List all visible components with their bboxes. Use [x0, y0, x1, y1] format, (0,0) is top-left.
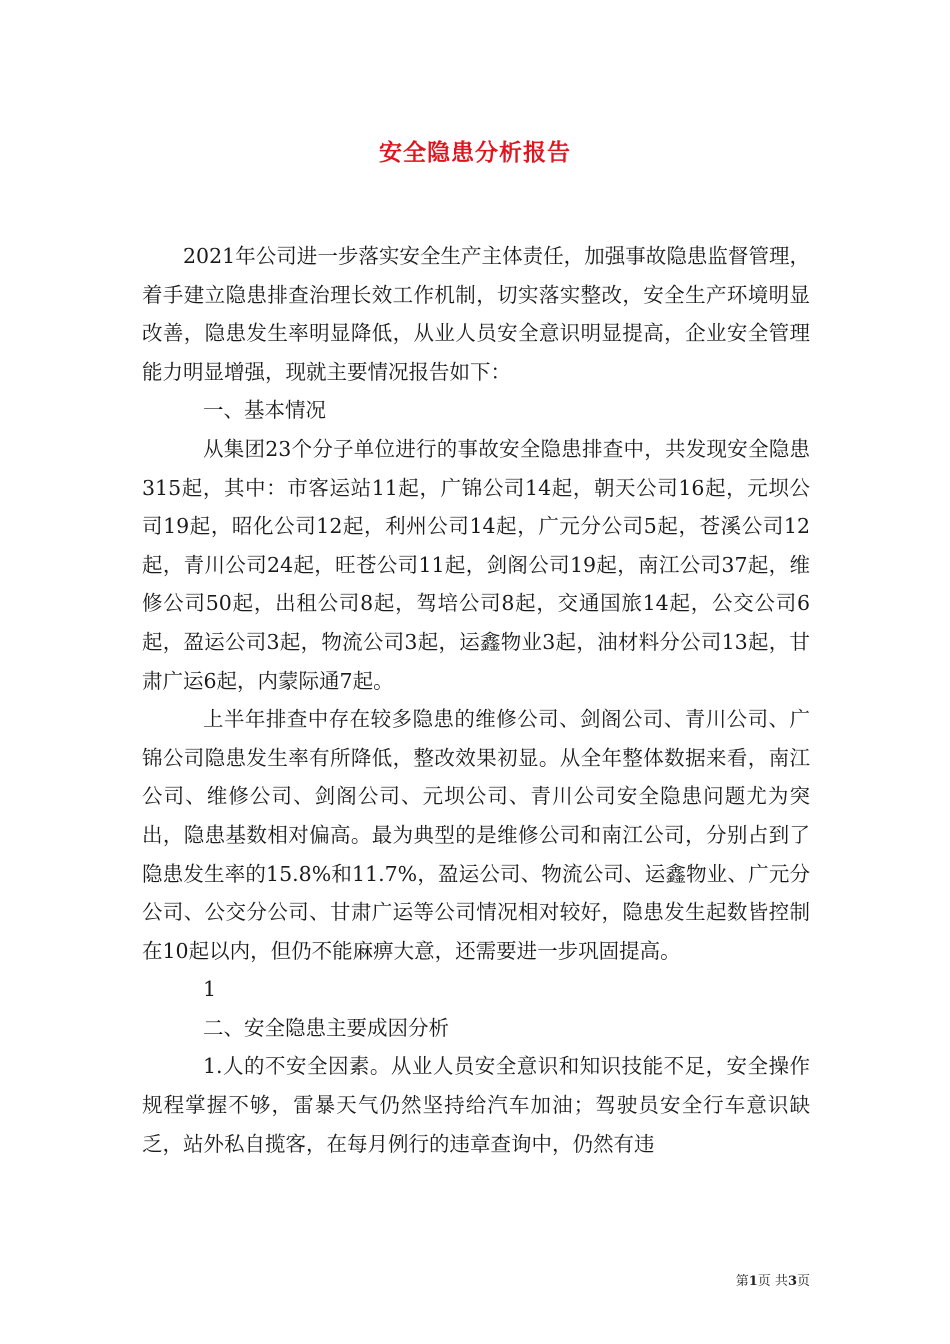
human-factors-paragraph: 1.人的不安全因素。从业人员安全意识和知识技能不足，安全操作规程掌握不够，雷暴天气仍然坚持给汽车加油；驾驶员安全行车意识缺乏，站外私自揽客，在每月例行的违章查询中，仍然有违	[142, 1054, 810, 1156]
document-title: 安全隐患分析报告	[379, 139, 571, 166]
section-heading-causes: 二、安全隐患主要成因分析	[203, 1015, 449, 1040]
footer-total-pages: 3	[787, 1274, 797, 1289]
section-heading-basic: 一、基本情况	[203, 398, 326, 423]
analysis-paragraph: 上半年排查中存在较多隐患的维修公司、剑阁公司、青川公司、广锦公司隐患发生率有所降低，整改效果初显。从全年整体数据来看，南江公司、维修公司、剑阁公司、元坝公司、青川公司安全隐患问题尤为突出，隐患基数相对偏高。最为典型的是维修公司和南江公司，分别占到了隐患发生率的15.8%和11.7%，盈运公司、物流公司、运鑫物业、广元分公司、公交分公司、甘肃广运等公司情况相对较好，隐患发生起数皆控制在10起以内，但仍不能麻痹大意，还需要进一步巩固提高。	[142, 707, 810, 963]
footer-prefix: 第	[735, 1274, 749, 1289]
footer-middle: 页 共	[757, 1274, 788, 1289]
intro-paragraph: 2021年公司进一步落实安全生产主体责任，加强事故隐患监督管理，着手建立隐患排查治理长效工作机制，切实落实整改，安全生产环境明显改善，隐患发生率明显降低，从业人员安全意识明显提高，企业安全管理能力明显增强，现就主要情况报告如下：	[142, 244, 810, 384]
page-footer	[736, 1270, 810, 1289]
footer-current-page: 1	[748, 1274, 758, 1289]
document-body	[142, 237, 810, 1163]
basic-situation-paragraph: 从集团23个分子单位进行的事故安全隐患排查中，共发现安全隐患315起，其中：市客运站11起，广锦公司14起，朝天公司16起，元坝公司19起，昭化公司12起，利州公司14起，广元分公司5起，苍溪公司12起，青川公司24起，旺苍公司11起，剑阁公司19起，南江公司37起，维修公司50起，出租公司8起，驾培公司8起，交通国旅14起，公交公司6起，盈运公司3起，物流公司3起，运鑫物业3起，油材料分公司13起，甘肃广运6起，内蒙际通7起。	[142, 436, 810, 693]
inline-page-number: 1	[203, 977, 217, 1002]
footer-suffix: 页	[796, 1274, 810, 1289]
